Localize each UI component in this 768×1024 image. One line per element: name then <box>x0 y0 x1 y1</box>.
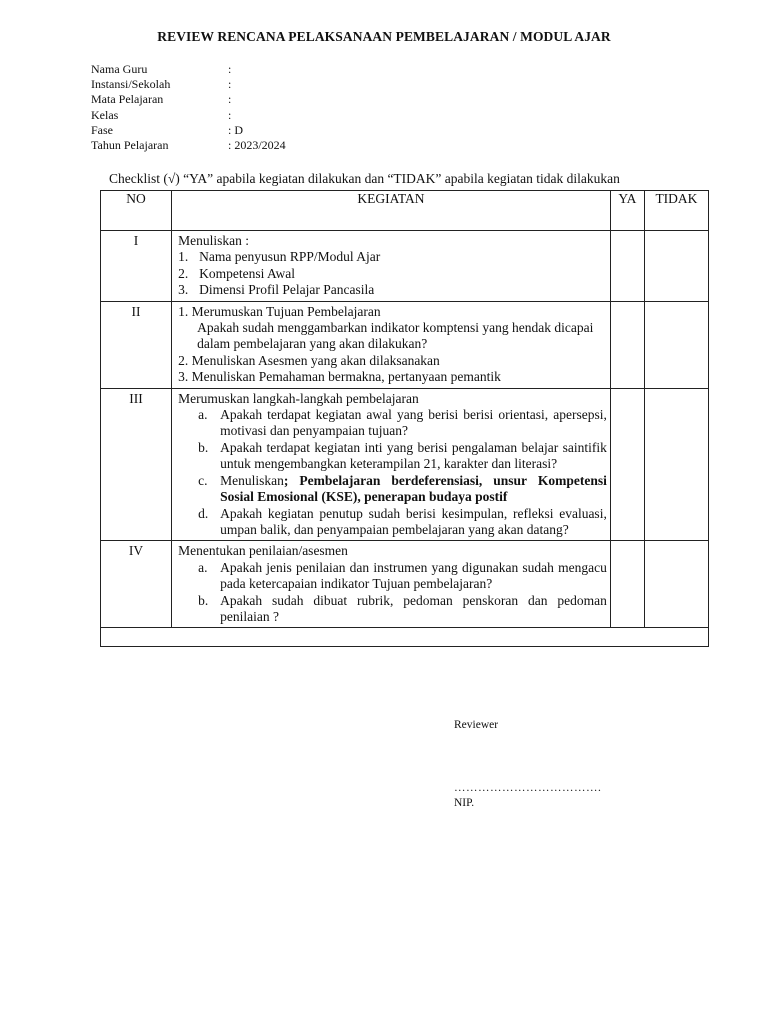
table-row <box>101 301 709 388</box>
info-row-nama-guru <box>91 62 286 77</box>
kegiatan-intro: Merumuskan langkah-langkah pembelajaran <box>178 390 419 406</box>
item-letter: a. <box>198 407 208 423</box>
ya-checkbox-cell[interactable] <box>610 231 644 302</box>
item-text: Kompetensi Awal <box>199 265 295 281</box>
kegiatan-sub-question: Apakah sudah menggambarkan indikator komptensi yang hendak dicapai dalam pembelajaran yang akan dilakukan? <box>197 320 594 352</box>
reviewer-label: Reviewer <box>454 719 499 731</box>
item-text: Apakah terdapat kegiatan inti yang berisi pengalaman belajar saintifik untuk mengembangkan keterampilan 21, karakter dan literasi? <box>220 439 607 472</box>
item-text: Dimensi Profil Pelajar Pancasila <box>199 282 375 298</box>
info-row-fase <box>91 123 286 138</box>
ya-checkbox-cell[interactable] <box>610 541 644 628</box>
table-row <box>101 541 709 628</box>
checklist-instruction: Checklist (√) “YA” apabila kegiatan dilakukan dan “TIDAK” apabila kegiatan tidak dilakukan <box>109 171 620 186</box>
item-number: 2. <box>178 265 189 281</box>
kegiatan-cell <box>172 301 611 388</box>
tidak-checkbox-cell[interactable] <box>644 541 708 628</box>
info-value: : <box>228 92 232 107</box>
list-item <box>178 440 607 473</box>
item-letter: c. <box>198 472 208 488</box>
info-value: : D <box>228 122 243 137</box>
info-row-instansi <box>91 77 286 92</box>
info-label: Mata Pelajaran <box>91 92 164 107</box>
item-text <box>220 473 607 506</box>
item-letter: d. <box>198 505 209 521</box>
kegiatan-cell <box>172 541 611 628</box>
item-text-bold: ; Pembelajaran berdeferensiasi, unsur Kompetensi Sosial Emosional (KSE), penerapan budaya postif <box>220 472 607 505</box>
header-kegiatan: KEGIATAN <box>172 191 611 231</box>
kegiatan-cell <box>172 231 611 302</box>
row-number: IV <box>101 541 172 628</box>
identity-block <box>91 62 286 153</box>
list-item <box>178 282 607 298</box>
tidak-checkbox-cell[interactable] <box>644 388 708 541</box>
list-item <box>178 560 607 593</box>
document-title: REVIEW RENCANA PELAKSANAAN PEMBELAJARAN / MODUL AJAR <box>157 29 611 44</box>
info-value: : 2023/2024 <box>228 137 286 152</box>
kegiatan-intro: Menuliskan : <box>178 233 249 248</box>
item-text: Apakah sudah dibuat rubrik, pedoman penskoran dan pedoman penilaian ? <box>220 592 607 624</box>
kegiatan-line: 3. Menuliskan Pemahaman bermakna, pertanyaan pemantik <box>178 369 501 385</box>
list-item <box>178 593 607 626</box>
numbered-list <box>178 249 607 298</box>
list-item <box>178 249 607 265</box>
item-text: Apakah terdapat kegiatan awal yang berisi berisi orientasi, apersepsi, motivasi dan penyampaian tujuan? <box>220 407 607 439</box>
table-row <box>101 231 709 302</box>
info-label: Kelas <box>91 107 119 122</box>
info-row-kelas <box>91 108 286 123</box>
ya-checkbox-cell[interactable] <box>610 301 644 388</box>
info-label: Nama Guru <box>91 62 148 76</box>
row-number: II <box>101 301 172 388</box>
nip-label: NIP. <box>454 797 475 809</box>
signature-line: ………………………………. <box>454 782 602 794</box>
kegiatan-cell <box>172 388 611 541</box>
list-item <box>178 506 607 539</box>
info-label: Instansi/Sekolah <box>91 77 171 92</box>
list-item <box>178 407 607 440</box>
tidak-checkbox-cell[interactable] <box>644 301 708 388</box>
item-text-plain: Menuliskan <box>220 472 284 488</box>
review-table <box>100 190 709 647</box>
item-text: Apakah kegiatan penutup sudah berisi kesimpulan, refleksi evaluasi, umpan balik, dan penyampaian pembelajaran yang akan datang? <box>220 505 607 537</box>
item-text: Apakah jenis penilaian dan instrumen yang digunakan sudah mengacu pada ketercapaian indikator Tujuan pembelajaran? <box>220 559 607 592</box>
header-tidak: TIDAK <box>644 191 708 231</box>
info-row-tahun-pelajaran <box>91 138 286 153</box>
table-header-row <box>101 191 709 231</box>
kegiatan-line: 2. Menuliskan Asesmen yang akan dilaksanakan <box>178 352 440 368</box>
kegiatan-intro: Menentukan penilaian/asesmen <box>178 543 348 559</box>
info-label: Fase <box>91 122 113 137</box>
list-item <box>178 473 607 506</box>
kegiatan-line: 1. Merumuskan Tujuan Pembelajaran <box>178 303 381 319</box>
info-value: : <box>228 107 232 122</box>
item-letter: a. <box>198 559 208 575</box>
table-empty-row <box>101 628 709 647</box>
tidak-checkbox-cell[interactable] <box>644 231 708 302</box>
table-row <box>101 388 709 541</box>
row-number: I <box>101 231 172 302</box>
info-value: : <box>228 77 232 92</box>
item-number: 1. <box>178 249 189 265</box>
item-text: Nama penyusun RPP/Modul Ajar <box>199 249 381 265</box>
info-value: : <box>228 62 232 76</box>
info-row-mata-pelajaran <box>91 92 286 107</box>
item-letter: b. <box>198 439 209 455</box>
ya-checkbox-cell[interactable] <box>610 388 644 541</box>
item-number: 3. <box>178 282 189 298</box>
empty-cell <box>101 628 709 647</box>
list-item <box>178 266 607 282</box>
header-no: NO <box>101 191 172 231</box>
row-number: III <box>101 388 172 541</box>
header-ya: YA <box>610 191 644 231</box>
info-label: Tahun Pelajaran <box>91 137 169 152</box>
item-letter: b. <box>198 592 209 608</box>
